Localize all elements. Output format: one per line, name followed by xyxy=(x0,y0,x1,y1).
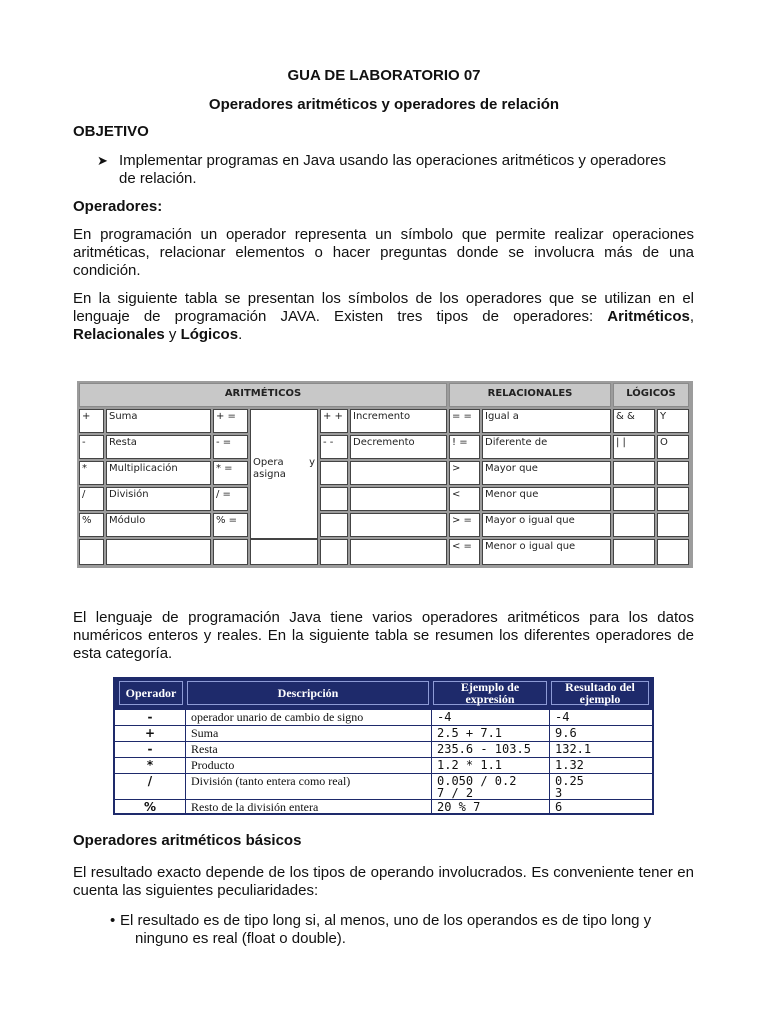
objetivo-bullet xyxy=(97,152,694,188)
log-name-0: Y xyxy=(657,409,689,433)
table-row xyxy=(115,799,652,814)
log-sym-1: | | xyxy=(613,435,655,459)
table-row xyxy=(115,709,652,725)
log-empty-h xyxy=(657,539,689,565)
table-row xyxy=(115,773,652,800)
row-example: -4 xyxy=(437,710,452,724)
log-empty-e xyxy=(613,513,655,537)
header-relacionales: RELACIONALES xyxy=(449,383,611,407)
page-subtitle: Operadores aritméticos y operadores de relación xyxy=(208,96,560,113)
inc-name-1: Decremento xyxy=(350,435,447,459)
arit-name-4: Módulo xyxy=(106,513,211,537)
header-operador: Operador xyxy=(119,681,183,705)
row-description: Resta xyxy=(191,742,218,756)
table-row xyxy=(115,757,652,773)
header-ejemplo: Ejemplo de expresión xyxy=(433,681,547,705)
arit-name-0: Suma xyxy=(106,409,211,433)
table-row xyxy=(115,741,652,757)
arit-empty-asg xyxy=(213,539,248,565)
operator-types-table xyxy=(77,381,693,568)
row-operator: + xyxy=(144,726,156,740)
opera-empty xyxy=(250,539,318,565)
basicos-bullet-text-1: El resultado es de tipo long si, al menos, uno de los operandos es de tipo long y xyxy=(120,912,652,929)
arit-sym-4: % xyxy=(79,513,104,537)
log-empty-g xyxy=(613,539,655,565)
inc-empty-g xyxy=(320,539,348,565)
inc-sym-1: - - xyxy=(320,435,348,459)
row-example: 0.050 / 0.2 7 / 2 xyxy=(437,774,517,800)
inc-empty-a xyxy=(320,461,348,485)
basicos-bullet xyxy=(110,912,694,948)
rel-sym-3: < xyxy=(449,487,480,511)
rel-name-1: Diferente de xyxy=(482,435,611,459)
arit-empty-name xyxy=(106,539,211,565)
row-description: Resto de la división entera xyxy=(191,800,319,814)
basicos-heading: Operadores aritméticos básicos xyxy=(73,832,302,849)
inc-empty-c xyxy=(320,487,348,511)
arit-asg-2: * = xyxy=(213,461,248,485)
aritmeticos-bold: Aritméticos xyxy=(607,308,690,325)
arit-asg-0: + = xyxy=(213,409,248,433)
row-example: 1.2 * 1.1 xyxy=(437,758,503,772)
row-operator: - xyxy=(147,742,153,756)
operadores-paragraph-1: En programación un operador representa un símbolo que permite realizar operaciones aritméticas, relacionar elementos o hacer preguntas donde se involucra más de una condición. xyxy=(73,226,694,279)
row-description: División (tanto entera como real) xyxy=(191,774,351,788)
dot-bullet-icon: • xyxy=(110,912,116,929)
inc-name-0: Incremento xyxy=(350,409,447,433)
log-empty-c xyxy=(613,487,655,511)
arit-asg-4: % = xyxy=(213,513,248,537)
rel-name-0: Igual a xyxy=(482,409,611,433)
row-example: 235.6 - 103.5 xyxy=(437,742,531,756)
objetivo-text-1: Implementar programas en Java usando las operaciones aritméticos y operadores xyxy=(119,152,666,169)
rel-sym-1: ! = xyxy=(449,435,480,459)
row-result: 9.6 xyxy=(555,726,577,740)
objetivo-heading: OBJETIVO xyxy=(73,123,149,140)
inc-empty-b xyxy=(350,461,447,485)
arit-asg-1: - = xyxy=(213,435,248,459)
log-sym-0: & & xyxy=(613,409,655,433)
arit-name-2: Multiplicación xyxy=(106,461,211,485)
rel-name-5: Menor o igual que xyxy=(482,539,611,565)
header-logicos: LÓGICOS xyxy=(613,383,689,407)
opera-label: Opera xyxy=(253,457,284,468)
log-name-1: O xyxy=(657,435,689,459)
rel-sym-0: = = xyxy=(449,409,480,433)
row-description: Suma xyxy=(191,726,219,740)
log-empty-d xyxy=(657,487,689,511)
arit-sym-1: - xyxy=(79,435,104,459)
row-result: 0.25 3 xyxy=(555,774,584,800)
inc-empty-f xyxy=(350,513,447,537)
arit-name-3: División xyxy=(106,487,211,511)
row-operator: / xyxy=(147,774,153,788)
row-operator: % xyxy=(143,800,157,814)
header-descripcion: Descripción xyxy=(187,681,429,705)
rel-sym-4: > = xyxy=(449,513,480,537)
relacionales-bold: Relacionales xyxy=(73,326,165,343)
arit-asg-3: / = xyxy=(213,487,248,511)
header-aritmeticos: ARITMÉTICOS xyxy=(79,383,447,407)
basicos-paragraph: El resultado exacto depende de los tipos de operando involucrados. Es conveniente tener en cuenta las siguientes peculiaridades: xyxy=(73,864,694,899)
logicos-bold: Lógicos xyxy=(180,326,239,343)
opera-asigna-cell xyxy=(250,409,318,539)
row-result: 1.32 xyxy=(555,758,584,772)
inc-empty-e xyxy=(320,513,348,537)
row-example: 20 % 7 xyxy=(437,800,481,814)
java-operators-paragraph: El lenguaje de programación Java tiene varios operadores aritméticos para los datos numéricos enteros y reales. En la siguiente tabla se resumen los diferentes operadores de esta categoría. xyxy=(73,609,694,662)
arit-sym-0: + xyxy=(79,409,104,433)
asigna-label: asigna xyxy=(253,469,286,480)
rel-sym-5: < = xyxy=(449,539,480,565)
log-empty-f xyxy=(657,513,689,537)
row-result: 6 xyxy=(555,800,563,814)
opera-y-label: y xyxy=(309,457,315,468)
table-row xyxy=(115,725,652,741)
row-operator: * xyxy=(146,758,154,772)
log-empty-b xyxy=(657,461,689,485)
log-empty-a xyxy=(613,461,655,485)
row-result: -4 xyxy=(555,710,570,724)
row-result: 132.1 xyxy=(555,742,592,756)
row-operator: - xyxy=(147,710,153,724)
arit-sym-3: / xyxy=(79,487,104,511)
arit-name-1: Resta xyxy=(106,435,211,459)
row-description: Producto xyxy=(191,758,235,772)
arit-empty-sym xyxy=(79,539,104,565)
rel-name-3: Menor que xyxy=(482,487,611,511)
row-description: operador unario de cambio de signo xyxy=(191,710,364,724)
page-title: GUA DE LABORATORIO 07 xyxy=(287,67,481,84)
arithmetic-operators-table xyxy=(113,677,654,815)
inc-empty-d xyxy=(350,487,447,511)
inc-empty-h xyxy=(350,539,447,565)
rel-name-4: Mayor o igual que xyxy=(482,513,611,537)
inc-sym-0: + + xyxy=(320,409,348,433)
header-resultado: Resultado del ejemplo xyxy=(551,681,649,705)
operadores-heading: Operadores: xyxy=(73,198,163,215)
operadores-paragraph-2: En la siguiente tabla se presentan los símbolos de los operadores que se utilizan en el lenguaje de programación JAVA. Existen tres tipos de operadores: Aritméticos, Relacionales y Lógicos. xyxy=(73,290,694,343)
rel-sym-2: > xyxy=(449,461,480,485)
objetivo-text-2: de relación. xyxy=(119,170,197,187)
basicos-bullet-text-2: ninguno es real (float o double). xyxy=(135,930,346,947)
arrow-bullet-icon: ➤ xyxy=(97,153,108,168)
rel-name-2: Mayor que xyxy=(482,461,611,485)
row-example: 2.5 + 7.1 xyxy=(437,726,503,740)
arit-sym-2: * xyxy=(79,461,104,485)
